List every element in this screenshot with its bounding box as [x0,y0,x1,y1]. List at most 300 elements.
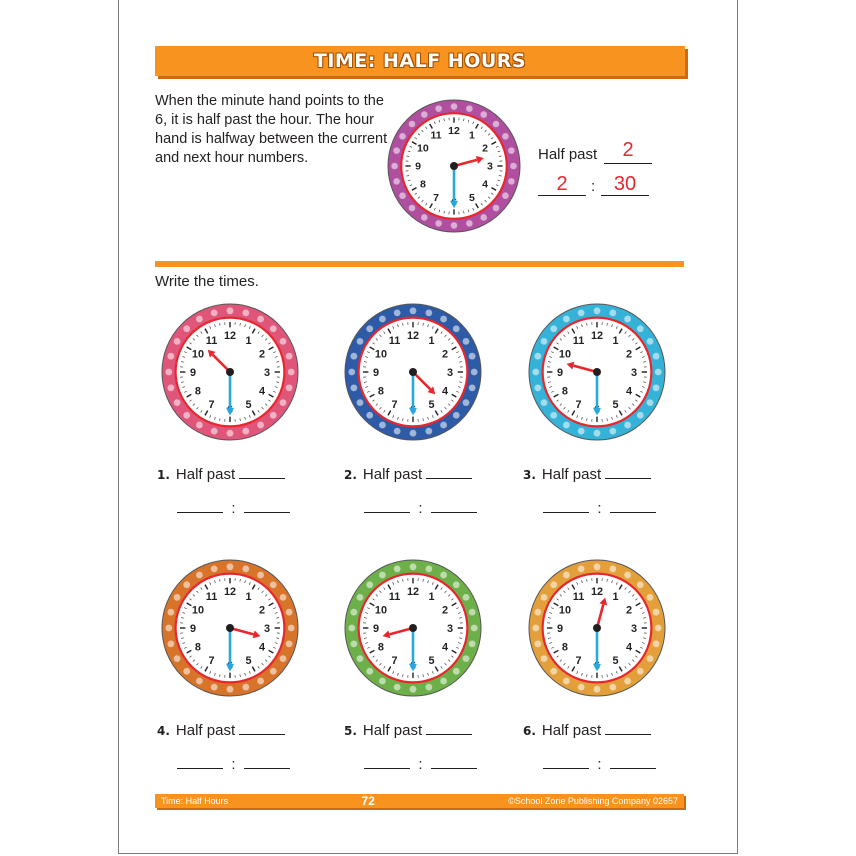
clock-number: 4 [626,641,633,654]
bezel-pattern-dot [211,565,218,572]
example-half-past-label: Half past [538,146,598,163]
clock-number: 8 [194,385,201,398]
bezel-pattern-dot [174,594,181,601]
clock-number: 12 [590,585,604,598]
clock-center [226,368,234,376]
bezel-pattern-dot [624,316,631,323]
clock-number: 11 [205,334,218,347]
clock-number: 5 [245,654,252,667]
bezel-pattern-dot [466,220,473,227]
bezel-pattern-dot [286,384,293,391]
bezel-pattern-dot [410,686,417,693]
bezel-pattern-dot [493,205,500,212]
minute-blank[interactable] [431,768,477,769]
minute-blank[interactable] [244,768,290,769]
bezel-pattern-dot [541,655,548,662]
minute-blank[interactable] [610,768,656,769]
bezel-pattern-dot [350,353,357,360]
page-number: 72 [361,794,375,808]
clock-number: 7 [208,398,215,411]
clock-number: 8 [377,641,384,654]
bezel-pattern-dot [563,678,570,685]
bezel-pattern-dot [469,384,476,391]
bezel-pattern-dot [394,684,401,691]
clock-number: 11 [430,129,442,142]
clock-number: 2 [442,604,449,617]
bezel-pattern-dot [257,678,264,685]
bezel-pattern-dot [167,384,174,391]
bezel-pattern-dot [594,430,601,437]
clock-number: 5 [612,654,619,667]
clock-number: 12 [406,585,420,598]
bezel-pattern-dot [211,309,218,316]
clock-number: 2 [626,348,633,361]
bezel-pattern-dot [453,581,460,588]
clock-number: 8 [194,641,201,654]
clock-number: 12 [223,329,237,342]
bezel-pattern-dot [453,325,460,332]
bezel-pattern-dot [471,369,478,376]
clock-center [450,162,458,170]
bezel-pattern-dot [379,316,386,323]
clock-number: 1 [245,334,252,347]
bezel-pattern-dot [286,353,293,360]
bezel-pattern-dot [451,103,458,110]
clock-number: 11 [572,334,585,347]
bezel-pattern-dot [257,316,264,323]
bezel-pattern-dot [541,399,548,406]
answer-line[interactable] [239,478,285,479]
clock-number: 11 [572,590,585,603]
bezel-pattern-dot [196,316,203,323]
time-blanks-3: : [543,500,656,517]
hour-blank[interactable] [543,512,589,513]
question-1: 1. Half past [157,466,285,483]
bezel-pattern-dot [609,684,616,691]
bezel-pattern-dot [425,309,432,316]
clock-number: 3 [630,622,638,635]
footer-title: Time: Half Hours [161,796,229,806]
bezel-pattern-dot [227,686,234,693]
clock-number: 5 [612,398,619,411]
bezel-pattern-dot [409,121,416,128]
bezel-pattern-dot [183,581,190,588]
bezel-pattern-dot [550,325,557,332]
clock-number: 10 [191,604,205,617]
question-6: 6. Half past [523,722,651,739]
bezel-pattern-dot [534,640,541,647]
bezel-pattern-dot [550,412,557,419]
bezel-pattern-dot [357,338,364,345]
bezel-pattern-dot [286,609,293,616]
clock-number: 10 [558,348,572,361]
bezel-pattern-dot [480,214,487,221]
bezel-pattern-dot [379,678,386,685]
bezel-pattern-dot [493,121,500,128]
bezel-pattern-dot [174,399,181,406]
bezel-pattern-dot [534,609,541,616]
bezel-pattern-dot [196,422,203,429]
example-time-hour-answer: 2 [556,173,568,195]
page-title: TIME: HALF HOURS [313,50,527,72]
bezel-pattern-dot [421,214,428,221]
clock-number: 2 [259,348,266,361]
answer-line[interactable] [426,734,472,735]
clock-number: 9 [189,366,197,379]
clock-number: 8 [561,385,568,398]
bezel-pattern-dot [196,572,203,579]
bezel-pattern-dot [366,581,373,588]
bezel-pattern-dot [286,640,293,647]
bezel-pattern-dot [211,428,218,435]
hour-blank[interactable] [364,512,410,513]
question-5: 5. Half past [344,722,472,739]
bezel-pattern-dot [183,412,190,419]
bezel-pattern-dot [394,565,401,572]
clock-number: 7 [575,654,582,667]
bezel-pattern-dot [435,105,442,112]
bezel-pattern-dot [609,309,616,316]
bezel-pattern-dot [578,428,585,435]
clock-number: 2 [482,142,489,155]
clock-number: 5 [469,191,475,204]
clock-number: 12 [590,329,604,342]
bezel-pattern-dot [647,655,654,662]
bezel-pattern-dot [550,581,557,588]
clock-number: 9 [189,622,197,635]
bezel-pattern-dot [578,684,585,691]
clock-number: 10 [374,604,388,617]
bezel-pattern-dot [440,678,447,685]
bezel-pattern-dot [653,353,660,360]
bezel-pattern-dot [609,565,616,572]
clock-number: 1 [428,590,435,603]
bezel-pattern-dot [350,384,357,391]
clock-number: 1 [612,590,619,603]
bezel-pattern-dot [647,399,654,406]
bezel-pattern-dot [165,369,172,376]
bezel-pattern-dot [653,384,660,391]
bezel-pattern-dot [637,581,644,588]
clock-number: 1 [469,129,475,142]
answer-line[interactable] [605,734,651,735]
bezel-pattern-dot [379,422,386,429]
bezel-pattern-dot [394,309,401,316]
clock-number: 10 [417,142,429,155]
question-clock-3 [529,304,665,440]
example-hour-answer: 2 [622,139,634,161]
bezel-pattern-dot [563,572,570,579]
time-blanks-6: : [543,756,656,773]
bezel-pattern-dot [440,316,447,323]
bezel-pattern-dot [391,163,398,170]
bezel-pattern-dot [534,384,541,391]
question-clock-1 [162,304,298,440]
bezel-pattern-dot [288,625,295,632]
bezel-pattern-dot [425,565,432,572]
bezel-pattern-dot [350,609,357,616]
question-clock-5 [345,560,481,696]
bezel-pattern-dot [242,428,249,435]
bezel-pattern-dot [257,422,264,429]
clock-number: 2 [442,348,449,361]
hour-blank[interactable] [364,768,410,769]
answer-line[interactable] [239,734,285,735]
bezel-pattern-dot [366,412,373,419]
intro-text: When the minute hand points to the 6, it is half past the hour. The hour hand is halfway between the current and next hour numbers. [155,93,388,166]
bezel-pattern-dot [466,105,473,112]
bezel-pattern-dot [453,412,460,419]
bezel-pattern-dot [453,668,460,675]
bezel-pattern-dot [541,338,548,345]
bezel-pattern-dot [183,668,190,675]
bezel-pattern-dot [366,325,373,332]
bezel-pattern-dot [471,625,478,632]
bezel-pattern-dot [288,369,295,376]
clock-number: 4 [626,385,633,398]
bezel-pattern-dot [270,412,277,419]
bezel-pattern-dot [578,565,585,572]
bezel-pattern-dot [196,678,203,685]
footer-copyright: ©School Zone Publishing Company 02657 [508,796,678,806]
bezel-pattern-dot [357,594,364,601]
bezel-pattern-dot [393,147,400,154]
bezel-pattern-dot [409,205,416,212]
clock-number: 3 [446,366,454,379]
clock-number: 12 [223,585,237,598]
minute-blank[interactable] [431,512,477,513]
bezel-pattern-dot [440,572,447,579]
clock-number: 1 [612,334,619,347]
bezel-pattern-dot [510,163,517,170]
bezel-pattern-dot [647,338,654,345]
bezel-pattern-dot [348,625,355,632]
bezel-pattern-dot [609,428,616,435]
clock-number: 9 [556,366,564,379]
bezel-pattern-dot [357,655,364,662]
hour-blank[interactable] [543,768,589,769]
bezel-pattern-dot [211,684,218,691]
clock-number: 3 [446,622,454,635]
clock-number: 7 [433,191,439,204]
bezel-pattern-dot [366,668,373,675]
minute-blank[interactable] [244,512,290,513]
clock-number: 11 [205,590,218,603]
bezel-pattern-dot [165,625,172,632]
question-2: 2. Half past [344,466,472,483]
bezel-pattern-dot [410,563,417,570]
bezel-pattern-dot [410,307,417,314]
answer-line[interactable] [605,478,651,479]
bezel-pattern-dot [637,412,644,419]
clock-center [593,624,601,632]
bezel-pattern-dot [280,338,287,345]
bezel-pattern-dot [425,428,432,435]
clock-number: 1 [245,590,252,603]
bezel-pattern-dot [624,572,631,579]
bezel-pattern-dot [578,309,585,316]
example-time-minute-answer: 30 [613,173,637,195]
clock-center [226,624,234,632]
bezel-pattern-dot [399,133,406,140]
bezel-pattern-dot [393,178,400,185]
clock-number: 5 [245,398,252,411]
bezel-pattern-dot [174,655,181,662]
clock-number: 9 [556,622,564,635]
bezel-pattern-dot [534,353,541,360]
time-blanks-5: : [364,756,477,773]
clock-number: 3 [263,366,271,379]
bezel-pattern-dot [469,353,476,360]
example-clock [388,100,520,232]
bezel-pattern-dot [637,325,644,332]
clock-number: 10 [558,604,572,617]
bezel-pattern-dot [655,625,662,632]
bezel-pattern-dot [532,369,539,376]
page-footer [155,794,684,808]
bezel-pattern-dot [463,655,470,662]
clock-number: 4 [259,641,266,654]
bezel-pattern-dot [394,428,401,435]
bezel-pattern-dot [270,581,277,588]
clock-number: 4 [442,641,449,654]
bezel-pattern-dot [227,307,234,314]
clock-center [409,368,417,376]
bezel-pattern-dot [469,609,476,616]
clock-number: 5 [428,398,435,411]
clock-number: 7 [391,654,398,667]
bezel-pattern-dot [480,111,487,118]
bezel-pattern-dot [508,147,515,154]
bezel-pattern-dot [502,133,509,140]
question-clock-6 [529,560,665,696]
hour-blank[interactable] [177,768,223,769]
question-clock-2 [345,304,481,440]
bezel-pattern-dot [399,192,406,199]
instruction-text: Write the times. [155,273,259,290]
bezel-pattern-dot [242,309,249,316]
bezel-pattern-dot [502,192,509,199]
clock-number: 8 [377,385,384,398]
clock-number: 4 [442,385,449,398]
clock-number: 10 [374,348,388,361]
clock-center [409,624,417,632]
clock-number: 12 [406,329,420,342]
bezel-pattern-dot [563,316,570,323]
clock-number: 9 [372,622,380,635]
bezel-pattern-dot [257,572,264,579]
clock-number: 4 [259,385,266,398]
bezel-pattern-dot [227,430,234,437]
time-blanks-1: : [177,500,290,517]
bezel-pattern-dot [624,678,631,685]
bezel-pattern-dot [637,668,644,675]
clock-number: 7 [208,654,215,667]
clock-center [593,368,601,376]
bezel-pattern-dot [410,430,417,437]
clock-number: 2 [626,604,633,617]
clock-number: 3 [486,160,493,173]
clock-number: 4 [482,178,489,191]
clock-number: 3 [263,622,271,635]
time-blanks-2: : [364,500,477,517]
bezel-pattern-dot [167,353,174,360]
bezel-pattern-dot [440,422,447,429]
clock-number: 11 [388,334,401,347]
bezel-pattern-dot [550,668,557,675]
clock-number: 3 [630,366,638,379]
bezel-pattern-dot [541,594,548,601]
time-blanks-4: : [177,756,290,773]
bezel-pattern-dot [425,684,432,691]
bezel-pattern-dot [463,399,470,406]
bezel-pattern-dot [270,668,277,675]
bezel-pattern-dot [280,594,287,601]
bezel-pattern-dot [653,640,660,647]
bezel-pattern-dot [348,369,355,376]
clock-number: 5 [428,654,435,667]
answer-line[interactable] [426,478,472,479]
bezel-pattern-dot [421,111,428,118]
bezel-pattern-dot [167,609,174,616]
bezel-pattern-dot [563,422,570,429]
clock-number: 1 [428,334,435,347]
clock-number: 12 [448,124,460,137]
clock-number: 8 [561,641,568,654]
question-3: 3. Half past [523,466,651,483]
bezel-pattern-dot [183,325,190,332]
bezel-pattern-dot [469,640,476,647]
bezel-pattern-dot [242,684,249,691]
bezel-pattern-dot [227,563,234,570]
bezel-pattern-dot [624,422,631,429]
clock-number: 7 [391,398,398,411]
clock-number: 9 [415,160,422,173]
bezel-pattern-dot [508,178,515,185]
bezel-pattern-dot [350,640,357,647]
bezel-pattern-dot [463,338,470,345]
clock-number: 2 [259,604,266,617]
hour-blank[interactable] [177,512,223,513]
bezel-pattern-dot [270,325,277,332]
clock-number: 7 [575,398,582,411]
bezel-pattern-dot [357,399,364,406]
question-4: 4. Half past [157,722,285,739]
bezel-pattern-dot [379,572,386,579]
bezel-pattern-dot [280,399,287,406]
bezel-pattern-dot [463,594,470,601]
bezel-pattern-dot [451,222,458,229]
bezel-pattern-dot [655,369,662,376]
clock-number: 10 [191,348,205,361]
bezel-pattern-dot [653,609,660,616]
bezel-pattern-dot [174,338,181,345]
bezel-pattern-dot [647,594,654,601]
clock-number: 9 [372,366,380,379]
bezel-pattern-dot [594,307,601,314]
bezel-pattern-dot [594,686,601,693]
question-clock-4 [162,560,298,696]
bezel-pattern-dot [435,220,442,227]
bezel-pattern-dot [280,655,287,662]
example-colon: : [591,178,596,195]
bezel-pattern-dot [242,565,249,572]
clock-number: 8 [419,178,426,191]
bezel-pattern-dot [167,640,174,647]
clock-number: 11 [388,590,401,603]
bezel-pattern-dot [532,625,539,632]
minute-blank[interactable] [610,512,656,513]
